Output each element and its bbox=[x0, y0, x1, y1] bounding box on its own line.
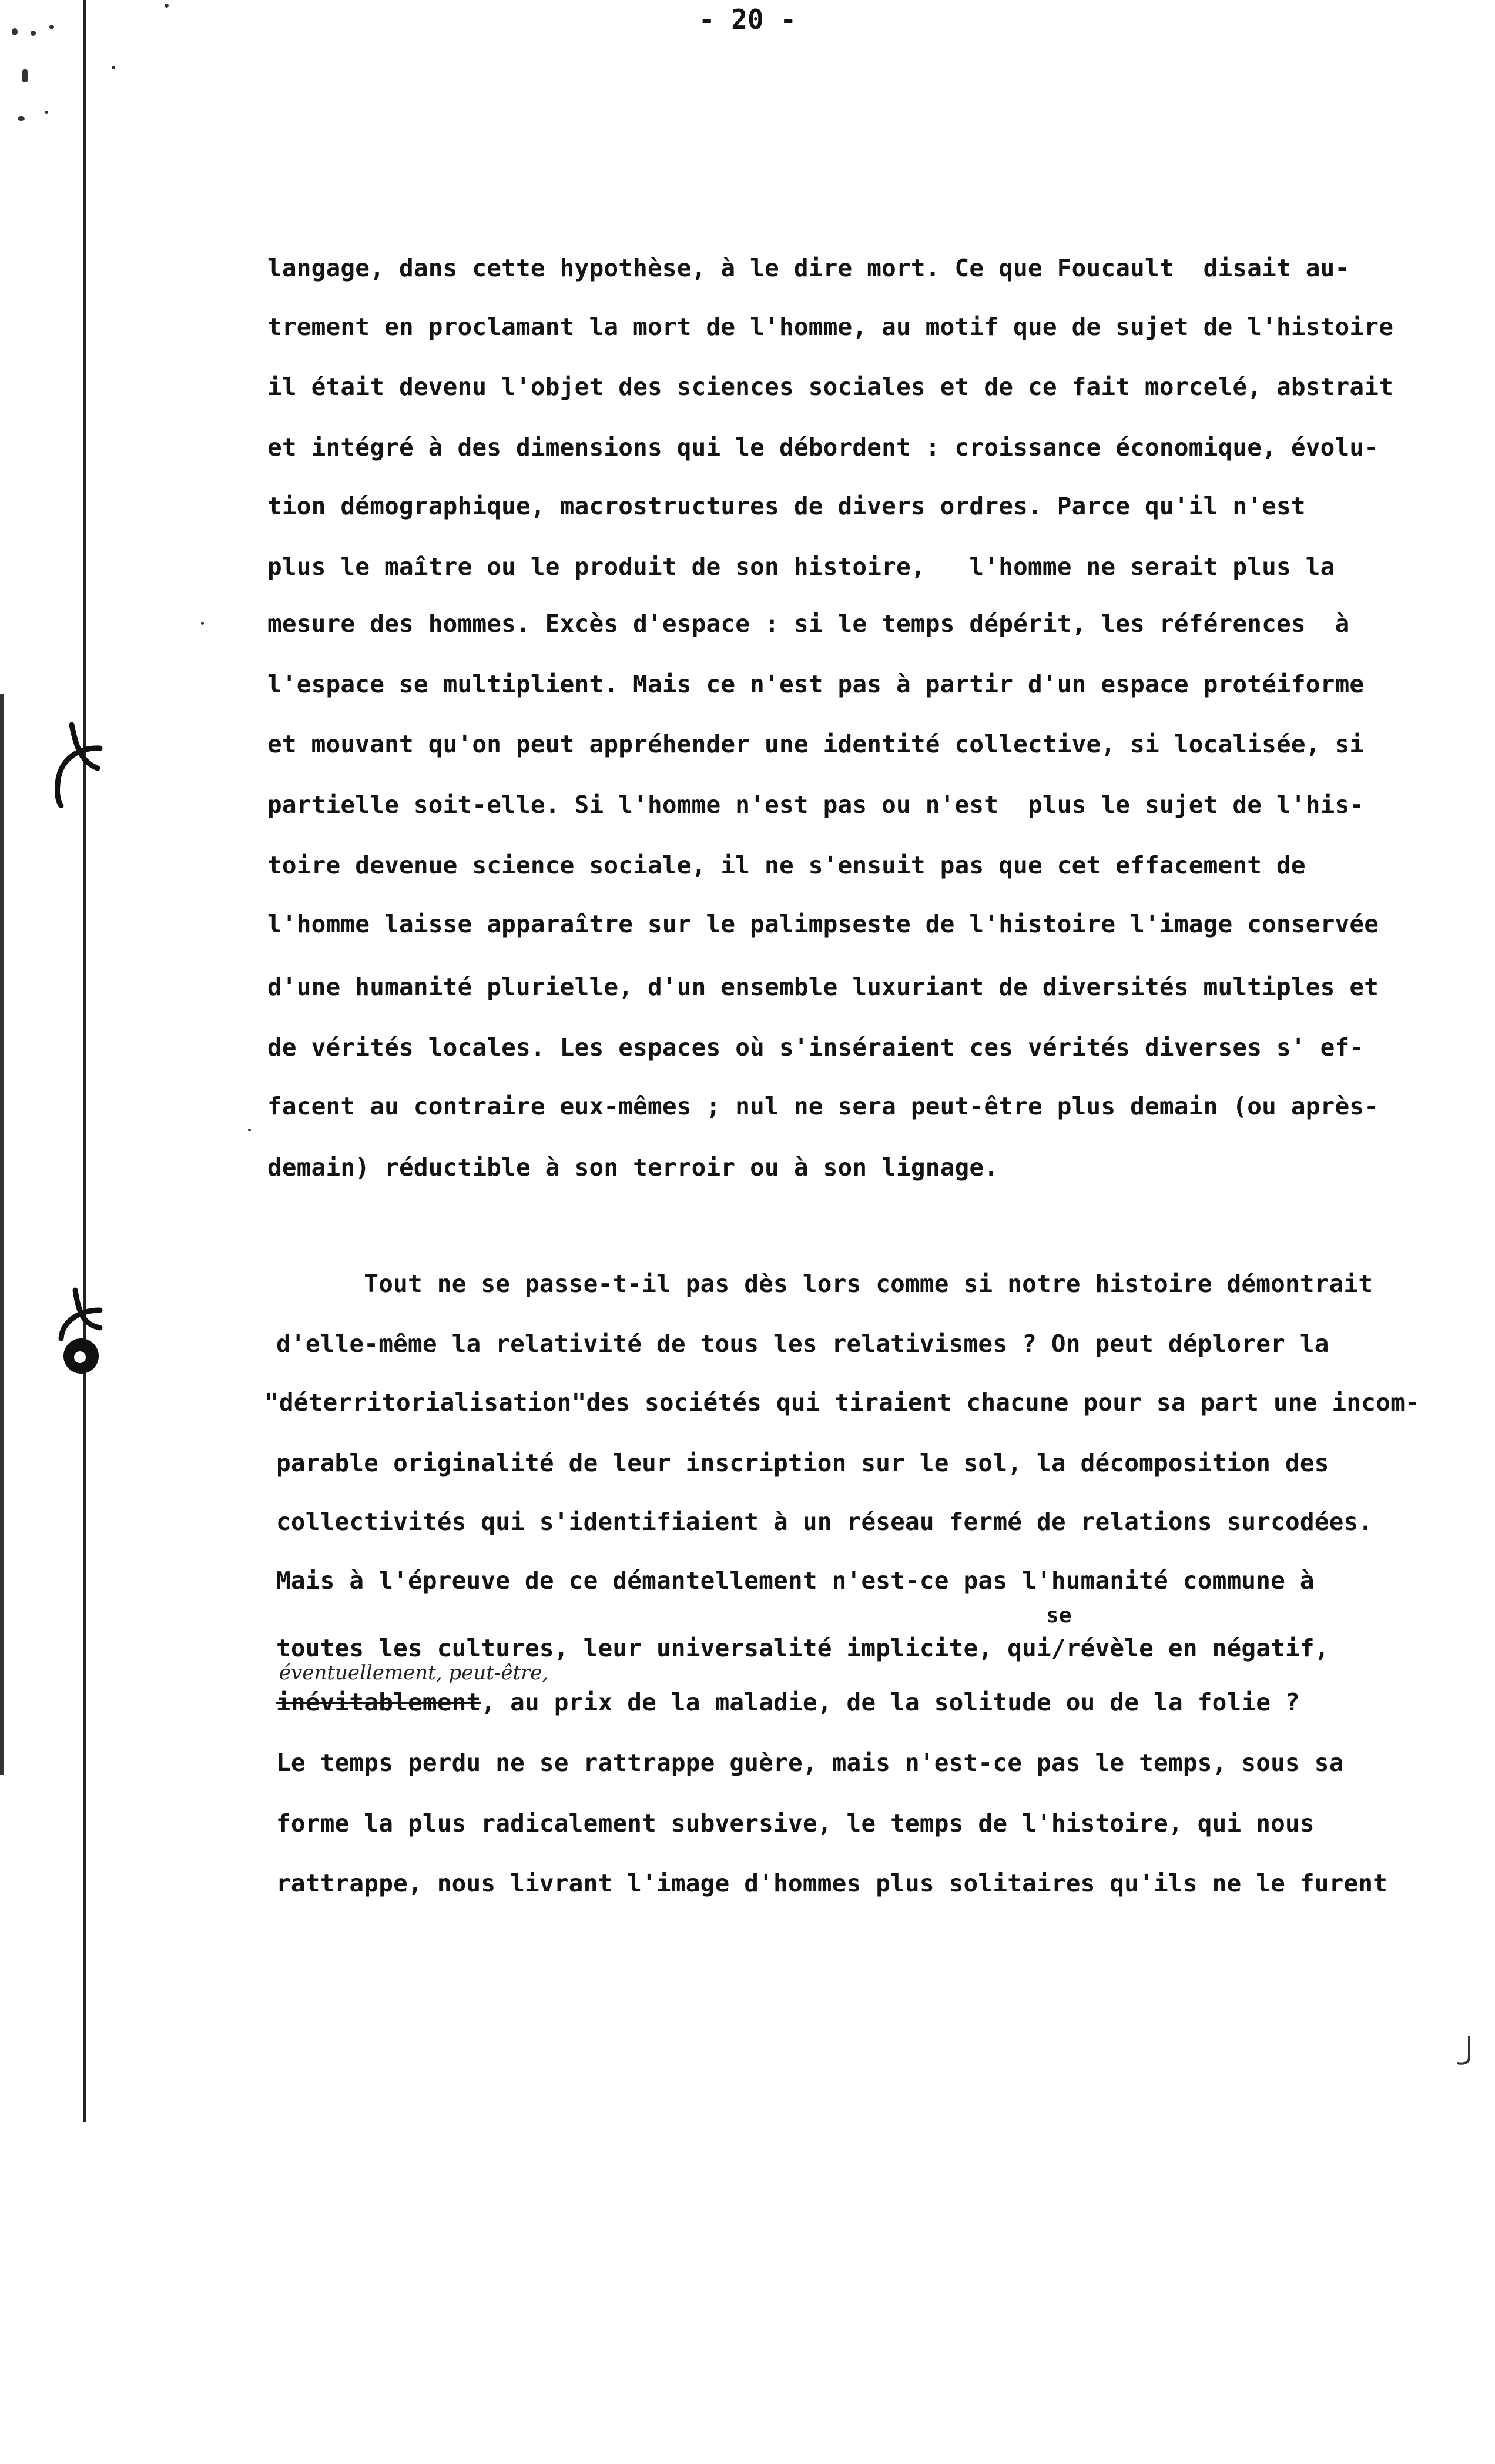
margin-correction-mark bbox=[46, 1284, 116, 1378]
text-line: Mais à l'épreuve de ce démantellement n'est-ce pas l'humanité commune à bbox=[276, 1566, 1315, 1595]
scan-speck bbox=[45, 111, 48, 114]
scan-speck bbox=[22, 69, 28, 82]
scan-speck bbox=[201, 622, 204, 625]
margin-correction-mark bbox=[41, 714, 118, 808]
struck-line-rest: , au prix de la maladie, de la solitude ou de la folie ? bbox=[481, 1688, 1300, 1716]
margin-tick-mark bbox=[1452, 2034, 1475, 2069]
margin-rule bbox=[83, 0, 86, 2122]
text-line: l'espace se multiplient. Mais ce n'est pas à partir d'un espace protéiforme bbox=[267, 670, 1365, 698]
text-line: partielle soit-elle. Si l'homme n'est pas ou n'est plus le sujet de l'his- bbox=[267, 791, 1365, 819]
text-line bbox=[276, 1688, 1300, 1716]
text-line: et intégré à des dimensions qui le débordent : croissance économique, évolu- bbox=[267, 433, 1379, 461]
text-line: il était devenu l'objet des sciences sociales et de ce fait morcelé, abstrait bbox=[267, 373, 1394, 401]
scan-speck bbox=[49, 25, 54, 29]
scan-speck bbox=[165, 4, 169, 8]
struck-word: inévitablement bbox=[276, 1688, 481, 1716]
text-line: mesure des hommes. Excès d'espace : si le temps dépérit, les références à bbox=[267, 610, 1350, 638]
page-number: - 20 - bbox=[698, 4, 797, 35]
text-line: d'elle-même la relativité de tous les relativismes ? On peut déplorer la bbox=[276, 1330, 1329, 1358]
text-line: et mouvant qu'on peut appréhender une identité collective, si localisée, si bbox=[267, 730, 1365, 758]
text-line: de vérités locales. Les espaces où s'inséraient ces vérités diverses s' ef- bbox=[267, 1033, 1365, 1062]
text-line: "déterritorialisation"des sociétés qui tiraient chacune pour sa part une incom- bbox=[264, 1388, 1420, 1417]
text-line: l'homme laisse apparaître sur le palimpseste de l'histoire l'image conservée bbox=[267, 910, 1379, 938]
text-line: Tout ne se passe-t-il pas dès lors comme si notre histoire démontrait bbox=[276, 1270, 1373, 1298]
text-line: d'une humanité plurielle, d'un ensemble luxuriant de diversités multiples et bbox=[267, 973, 1379, 1001]
handwritten-annotation: éventuellement, peut-être, bbox=[279, 1661, 549, 1685]
text-line: langage, dans cette hypothèse, à le dire mort. Ce que Foucault disait au- bbox=[267, 254, 1350, 282]
text-line: tion démographique, macrostructures de divers ordres. Parce qu'il n'est bbox=[267, 492, 1306, 520]
text-line: toutes les cultures, leur universalité implicite, qui/révèle en négatif, bbox=[276, 1634, 1329, 1662]
scan-edge bbox=[0, 694, 4, 1775]
scan-speck bbox=[18, 116, 25, 121]
text-line: Le temps perdu ne se rattrappe guère, mais n'est-ce pas le temps, sous sa bbox=[276, 1749, 1344, 1777]
text-line: facent au contraire eux-mêmes ; nul ne sera peut-être plus demain (ou après- bbox=[267, 1092, 1379, 1120]
text-line: collectivités qui s'identifiaient à un réseau fermé de relations surcodées. bbox=[276, 1508, 1373, 1536]
text-line: parable originalité de leur inscription sur le sol, la décomposition des bbox=[276, 1449, 1329, 1477]
text-line: rattrappe, nous livrant l'image d'hommes plus solitaires qu'ils ne le furent bbox=[276, 1869, 1388, 1897]
scan-speck bbox=[12, 28, 18, 35]
text-line: toire devenue science sociale, il ne s'ensuit pas que cet effacement de bbox=[267, 851, 1306, 879]
inserted-word: se bbox=[1046, 1603, 1072, 1628]
scan-speck bbox=[112, 66, 115, 69]
scan-speck bbox=[31, 31, 36, 36]
text-line: forme la plus radicalement subversive, le temps de l'histoire, qui nous bbox=[276, 1809, 1315, 1837]
scan-speck bbox=[248, 1129, 251, 1131]
text-line: demain) réductible à son terroir ou à son lignage. bbox=[267, 1153, 999, 1181]
text-line: trement en proclamant la mort de l'homme, au motif que de sujet de l'histoire bbox=[267, 313, 1394, 341]
text-line: plus le maître ou le produit de son histoire, l'homme ne serait plus la bbox=[267, 553, 1335, 581]
